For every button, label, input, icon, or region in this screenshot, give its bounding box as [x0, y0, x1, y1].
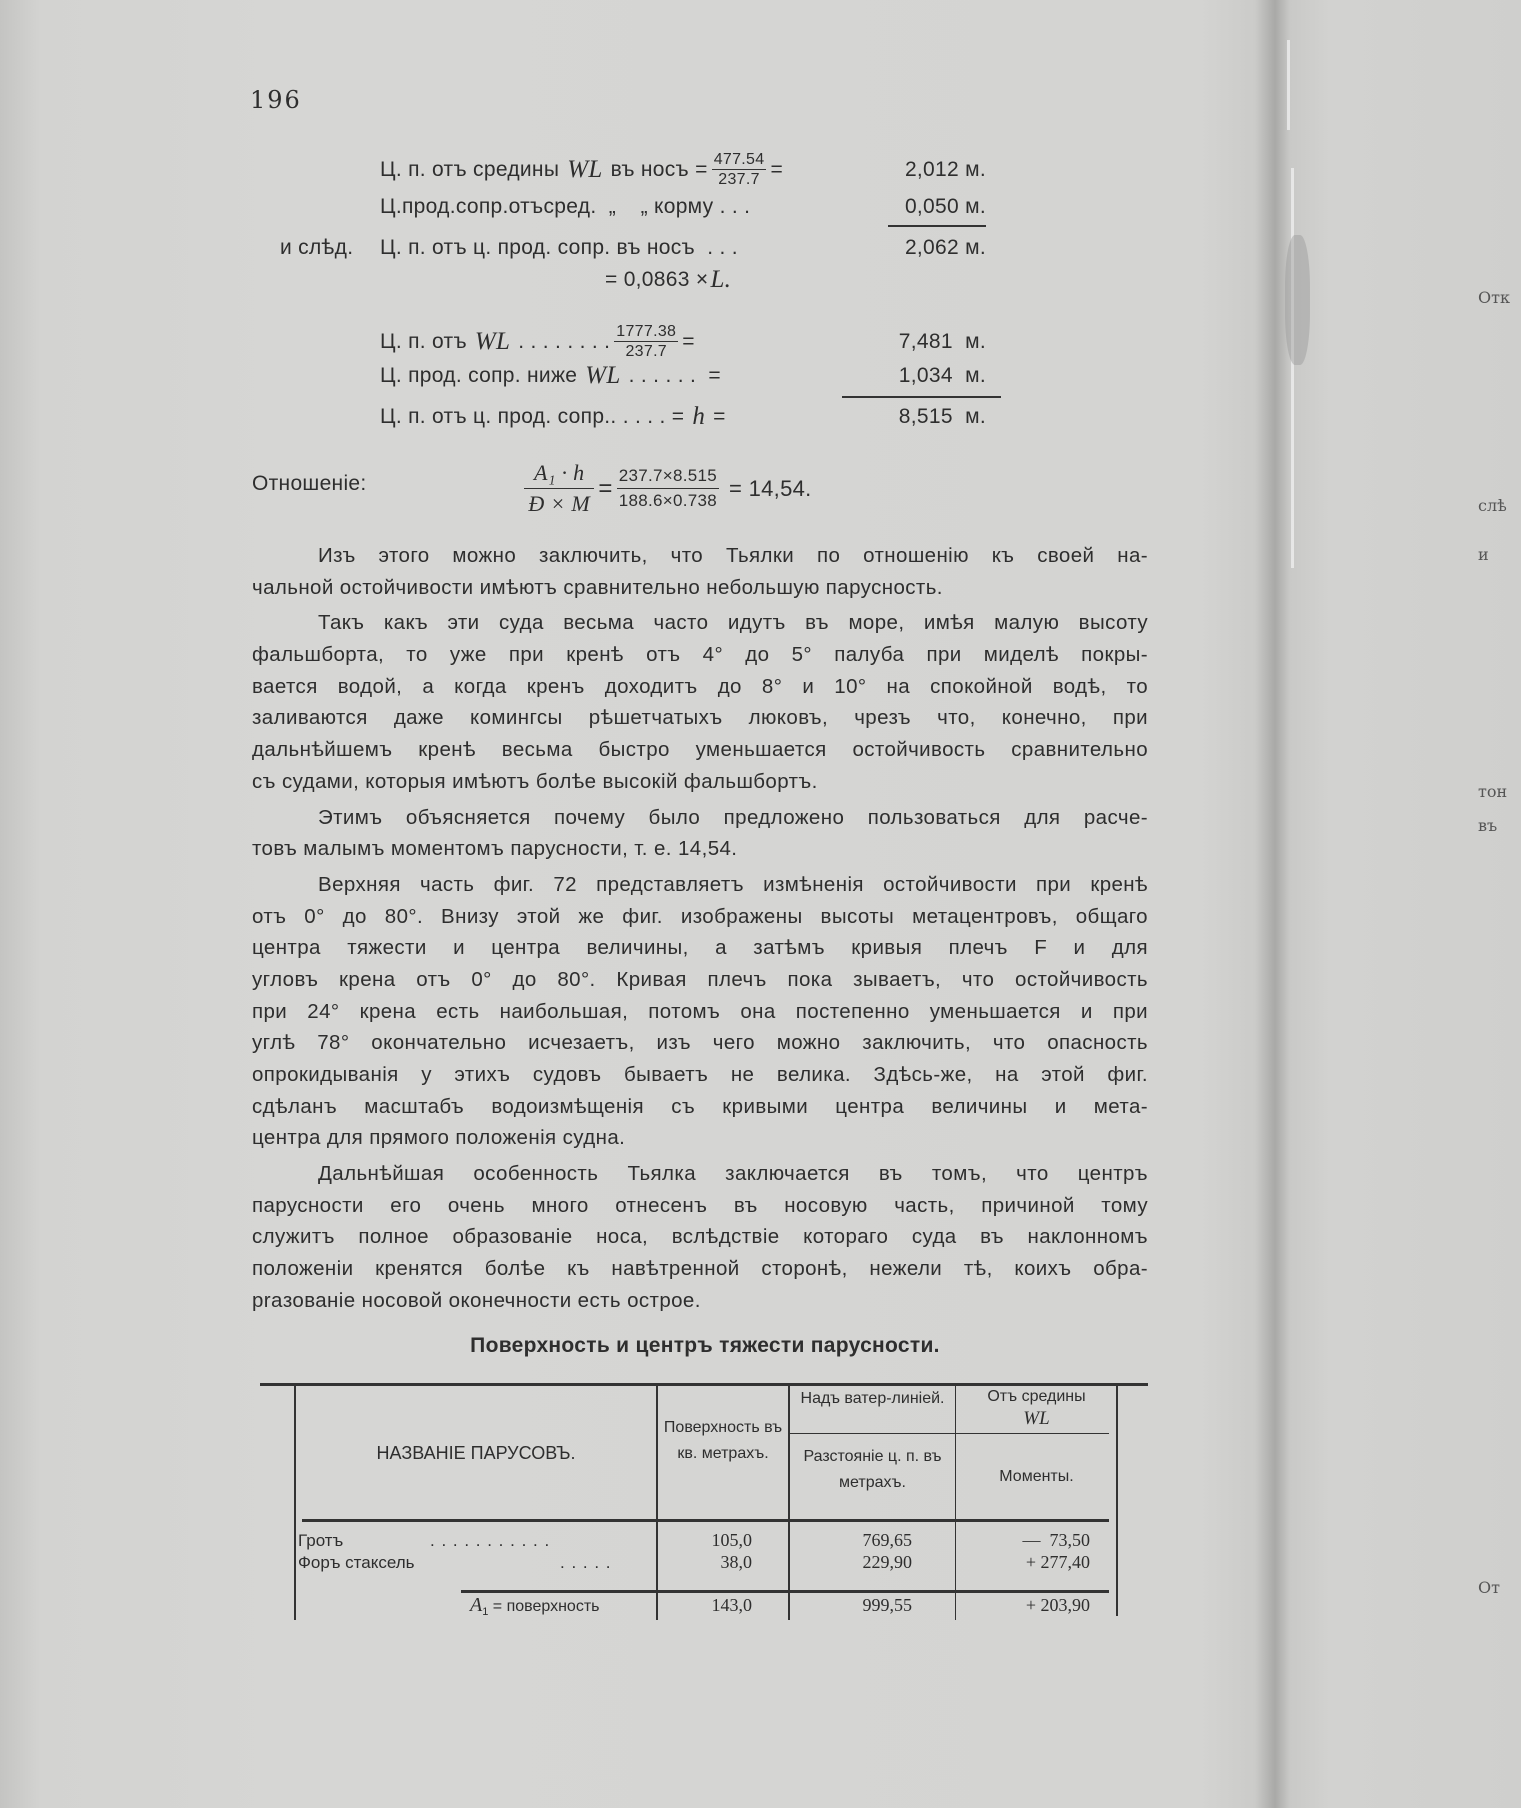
fraction — [617, 464, 719, 513]
wl-symbol: WL — [474, 327, 511, 355]
fraction — [712, 150, 767, 189]
text-line: отъ 0° до 80°. Внизу этой же фиг. изображены высоты метацентровъ, общаго — [252, 904, 1148, 928]
distance: 999,55 — [862, 1595, 912, 1615]
header-from-mid — [957, 1386, 1116, 1431]
next-page-text: слѣ — [1478, 496, 1507, 515]
denominator: 188.6×0.738 — [618, 491, 718, 510]
paragraph — [252, 607, 1148, 797]
calc-row-cp-from-clr — [280, 236, 986, 260]
label: Ц. п. отъ — [380, 329, 467, 353]
wl-symbol: WL — [1023, 1408, 1050, 1429]
numerator: 1777.38 — [616, 323, 677, 340]
text-line: praзованіе носовой оконечности есть острое. — [252, 1288, 701, 1312]
numerator: A₁ · h — [524, 458, 594, 489]
text-line: чальной остойчивости имѣютъ сравнительно небольшую парусность. — [252, 575, 943, 599]
denominator: Ð × M — [528, 491, 590, 516]
denominator: 237.7 — [625, 343, 668, 360]
binding-crease — [1287, 40, 1290, 130]
value: 2,012 м. — [904, 157, 986, 181]
value: 8,515 м. — [898, 405, 986, 428]
moment: + 203,90 — [1025, 1595, 1090, 1615]
label: Ц. п. отъ средины — [380, 157, 560, 181]
paragraph — [252, 1158, 1148, 1316]
text-line: Дальнѣйшая особенность Тьялка заключается въ томъ, что центръ — [318, 1162, 1148, 1186]
calc-row-h — [380, 403, 986, 431]
equals: = — [770, 157, 784, 181]
text-line: вается водой, а когда кренъ доходитъ до 8° и 10° на спокойной водѣ, то — [252, 674, 1148, 698]
header-above-waterline: Надъ ватер-линіей. — [800, 1390, 945, 1407]
text-line: заливаются даже комингсы рѣшетчатыхъ люковъ, чрезъ что, конечно, при — [252, 706, 1148, 730]
subscript: 1 — [482, 1606, 489, 1619]
paragraph — [252, 869, 1148, 1154]
distance: 769,65 — [862, 1530, 912, 1550]
dots: . . . . . . . . — [518, 329, 611, 353]
value: 0,050 м. — [904, 195, 986, 218]
paragraph — [252, 540, 1148, 603]
a-symbol: A — [470, 1594, 483, 1616]
h-symbol: h — [692, 403, 706, 430]
sum-rule — [842, 396, 1001, 398]
fraction — [524, 458, 594, 519]
text-line: Верхняя часть фиг. 72 представляетъ измѣненія остойчивости при кренѣ — [318, 872, 1148, 896]
label: Ц. прод. сопр. ниже — [380, 364, 578, 387]
next-page-text: тон — [1478, 782, 1508, 801]
text-line: съ судами, которыя имѣютъ болѣе высокій фальшбортъ. — [252, 769, 818, 793]
text-line: при 24° крена есть наибольшая, потомъ она постепенно уменьшается и при — [252, 999, 1148, 1023]
value: 2,062 м. — [904, 236, 986, 259]
label: Ц.прод.сопр.отъсред. „ „ корму . . . — [380, 195, 751, 218]
calc-row-cp-from-wl — [380, 322, 986, 361]
label: = поверхность — [492, 1598, 600, 1615]
binding-crease — [1291, 168, 1294, 568]
sail-name: Форъ стаксель — [298, 1553, 415, 1572]
wl-symbol: WL — [585, 362, 621, 389]
text-line: парусности его очень много отнесенъ въ носовую часть, причиной тому — [252, 1193, 1148, 1217]
text-line: положеніи кренятся болѣе къ навѣтренной сторонѣ, нежели тѣ, коихъ обра- — [252, 1257, 1148, 1281]
text-line: Этимъ объясняется почему было предложено пользоваться для расче- — [318, 805, 1148, 829]
wl-symbol: WL — [567, 155, 603, 183]
label: въ носъ = — [610, 157, 708, 181]
table-title: Поверхность и центръ тяжести парусности. — [470, 1334, 940, 1357]
sum-rule — [888, 225, 986, 227]
moment: — 73,50 — [1022, 1530, 1090, 1550]
paragraph — [252, 802, 1148, 865]
value: 7,481 м. — [898, 329, 986, 353]
dots: . . . . . — [560, 1553, 612, 1572]
text-line: служитъ полное образованіе носа, вслѣдствіе котораго суда въ наклонномъ — [252, 1225, 1148, 1249]
next-page-text: въ — [1478, 816, 1498, 835]
next-page-text: и — [1478, 545, 1489, 564]
text-line: центра тяжести и центра величины, а затѣмъ кривыя плечъ F и для — [252, 936, 1148, 960]
calc-row-clr-below-wl — [380, 362, 986, 390]
numerator: 477.54 — [713, 151, 765, 168]
next-page-text: Отк — [1478, 288, 1510, 307]
value: 1,034 м. — [898, 364, 986, 387]
next-page-text: От — [1478, 1578, 1500, 1597]
text-line: сдѣланъ масштабъ водоизмѣщенія съ кривыми центра величины и мета- — [252, 1094, 1148, 1118]
area: 143,0 — [711, 1595, 752, 1615]
text-line: Такъ какъ эти суда весьма часто идутъ въ море, имѣя малую высоту — [318, 611, 1148, 635]
calc-row-clr-from-mid — [380, 195, 986, 219]
label: Ц. п. отъ ц. прод. сопр. въ носъ . . . — [380, 236, 738, 259]
area: 38,0 — [720, 1552, 752, 1572]
numerator: 237.7×8.515 — [617, 464, 719, 489]
binding-tear — [1285, 235, 1310, 365]
text-line: фальшборта, то уже при кренѣ отъ 4° до 5° палуба при миделѣ покры- — [252, 643, 1148, 667]
l-symbol: L. — [710, 266, 732, 293]
label: = 0,0863 × — [605, 268, 709, 291]
text-line: дальнѣйшемъ кренѣ весьма быстро уменьшается остойчивость сравнительно — [252, 738, 1148, 762]
text-line: угловъ крена отъ 0° до 80°. Кривая плечъ пока зываетъ, что остойчивость — [252, 967, 1148, 991]
text-line: углѣ 78° окончательно исчезаетъ, изъ чего можно заключить, что опасность — [252, 1031, 1148, 1055]
moment: + 277,40 — [1025, 1552, 1090, 1572]
sail-name: Гротъ — [298, 1531, 344, 1550]
text-line: Изъ этого можно заключить, что Тьялки по отношенію къ своей на- — [318, 544, 1148, 567]
text-line: центра для прямого положенія судна. — [252, 1126, 626, 1150]
distance: 229,90 — [862, 1552, 912, 1572]
page-number: 196 — [250, 86, 302, 114]
calc-row-ratio-l — [605, 266, 733, 294]
equals: = — [598, 474, 613, 502]
header-sail-name: НАЗВАНІЕ ПАРУСОВЪ. — [376, 1443, 576, 1463]
header-area: Поверхность въ кв. метрахъ. — [663, 1419, 783, 1462]
ratio-formula — [520, 458, 812, 519]
text-line: опрокидыванія у этихъ судовъ бываетъ не велика. Здѣсь-же, на этой фиг. — [252, 1063, 1148, 1086]
label: Ц. п. отъ ц. прод. сопр.. . . . . = — [380, 405, 685, 428]
body-text — [252, 536, 1148, 1317]
result: = 14,54. — [729, 475, 812, 501]
label: Отношеніе: — [252, 472, 367, 495]
total-label — [470, 1594, 599, 1618]
label: Отъ средины — [987, 1388, 1086, 1405]
ratio-label — [252, 472, 367, 496]
area: 105,0 — [711, 1530, 752, 1550]
prefix: и слѣд. — [280, 236, 354, 259]
dots: . . . . . . . . . . . — [430, 1531, 551, 1550]
equals: = — [713, 405, 726, 428]
equals: = — [682, 329, 695, 353]
dots: . . . . . . = — [628, 364, 721, 387]
fraction — [614, 322, 678, 361]
header-distance: Разстояніе ц. п. въ метрахъ. — [803, 1448, 942, 1491]
denominator: 237.7 — [718, 171, 760, 188]
header-moments: Моменты. — [999, 1468, 1074, 1485]
text-line: товъ малымъ моментомъ парусности, т. е. 14,54. — [252, 837, 738, 861]
calc-row-cp-from-mid — [380, 150, 986, 189]
